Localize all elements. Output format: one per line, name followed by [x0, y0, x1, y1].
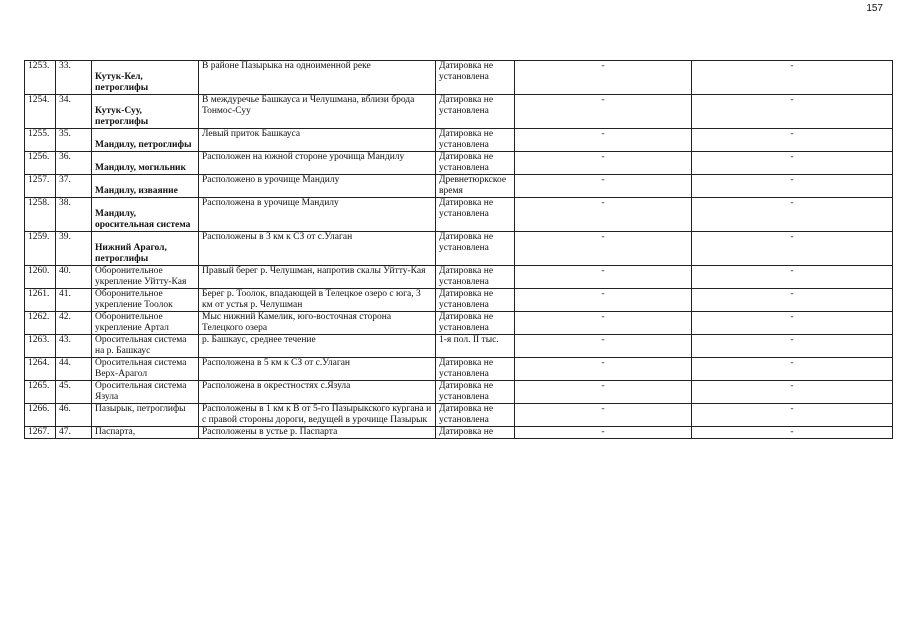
column-6-value: -: [692, 335, 893, 358]
monument-name-text: Нижний Арагол, петроглифы: [95, 243, 167, 264]
name-spacer: [95, 61, 195, 72]
table-row: [25, 335, 893, 358]
table-row: [25, 404, 893, 427]
registry-number: 1266.: [25, 404, 56, 427]
local-number: 39.: [56, 232, 92, 266]
table-row: [25, 61, 893, 95]
monument-name: [92, 427, 199, 439]
monument-name-text: Оборонительное укрепление Уйтту-Кая: [95, 266, 187, 287]
monument-dating: Датировка не установлена: [436, 198, 515, 232]
monument-name: [92, 335, 199, 358]
monument-location: Расположены в 3 км к СЗ от с.Улаган: [199, 232, 436, 266]
monument-dating: 1-я пол. II тыс.: [436, 335, 515, 358]
monument-location: Расположена в урочище Мандилу: [199, 198, 436, 232]
table-row: [25, 381, 893, 404]
registry-number: 1261.: [25, 289, 56, 312]
local-number: 44.: [56, 358, 92, 381]
column-5-value: -: [515, 232, 692, 266]
registry-number: 1264.: [25, 358, 56, 381]
local-number: 34.: [56, 95, 92, 129]
table-row: [25, 232, 893, 266]
monument-name: [92, 404, 199, 427]
registry-number: 1254.: [25, 95, 56, 129]
local-number: 33.: [56, 61, 92, 95]
monument-name-text: Оборонительное укрепление Тоолок: [95, 289, 173, 310]
monument-name-text: Мандилу, петроглифы: [95, 140, 192, 150]
monument-name-text: Кутук-Кел, петроглифы: [95, 72, 149, 93]
column-5-value: -: [515, 289, 692, 312]
column-6-value: -: [692, 95, 893, 129]
local-number: 40.: [56, 266, 92, 289]
monument-name-text: Оборонительное укрепление Артал: [95, 312, 169, 333]
monument-name: [92, 61, 199, 95]
monument-name: [92, 266, 199, 289]
monument-dating: Датировка не установлена: [436, 61, 515, 95]
monument-dating: Древнетюркское время: [436, 175, 515, 198]
column-6-value: -: [692, 358, 893, 381]
monument-name-text: Мандилу, изваяние: [95, 186, 178, 196]
local-number: 42.: [56, 312, 92, 335]
column-6-value: -: [692, 404, 893, 427]
monument-name: [92, 129, 199, 152]
monument-location: Расположено в урочище Мандилу: [199, 175, 436, 198]
column-5-value: -: [515, 129, 692, 152]
monument-name-text: Мандилу, оросительная система: [95, 209, 191, 230]
monument-dating: Датировка не установлена: [436, 358, 515, 381]
name-spacer: [95, 152, 195, 163]
column-5-value: -: [515, 61, 692, 95]
monument-name: [92, 381, 199, 404]
table-row: [25, 175, 893, 198]
monument-dating: Датировка не установлена: [436, 404, 515, 427]
column-6-value: -: [692, 232, 893, 266]
table-row: [25, 95, 893, 129]
column-6-value: -: [692, 152, 893, 175]
table-row: [25, 427, 893, 439]
column-5-value: -: [515, 152, 692, 175]
registry-number: 1253.: [25, 61, 56, 95]
column-6-value: -: [692, 381, 893, 404]
name-spacer: [95, 198, 195, 209]
table-row: [25, 358, 893, 381]
monument-dating: Датировка не установлена: [436, 129, 515, 152]
local-number: 45.: [56, 381, 92, 404]
local-number: 43.: [56, 335, 92, 358]
monument-name-text: Паспарта,: [95, 427, 136, 437]
registry-number: 1257.: [25, 175, 56, 198]
monument-name-text: Мандилу, могильник: [95, 163, 187, 173]
monument-dating: Датировка не установлена: [436, 152, 515, 175]
monument-location: Правый берег р. Челушман, напротив скалы Уйтту-Кая: [199, 266, 436, 289]
monument-name: [92, 175, 199, 198]
local-number: 37.: [56, 175, 92, 198]
column-5-value: -: [515, 358, 692, 381]
column-6-value: -: [692, 61, 893, 95]
column-5-value: -: [515, 198, 692, 232]
column-5-value: -: [515, 404, 692, 427]
registry-number: 1263.: [25, 335, 56, 358]
monument-location: Мыс нижний Камелик, юго-восточная сторона Телецкого озера: [199, 312, 436, 335]
monument-name-text: Оросительная система на р. Башкаус: [95, 335, 187, 356]
monument-location: Берег р. Тоолок, впадающей в Телецкое озеро с юга, 3 км от устья р. Челушман: [199, 289, 436, 312]
registry-number: 1258.: [25, 198, 56, 232]
name-spacer: [95, 129, 195, 140]
monument-name-text: Оросительная система Верх-Арагол: [95, 358, 187, 379]
monument-name: [92, 152, 199, 175]
monument-dating: Датировка не установлена: [436, 232, 515, 266]
local-number: 41.: [56, 289, 92, 312]
column-5-value: -: [515, 175, 692, 198]
table-row: [25, 129, 893, 152]
table-body: [25, 61, 893, 439]
monument-location: Расположена в 5 км к СЗ от с.Улаган: [199, 358, 436, 381]
monument-location: р. Башкаус, среднее течение: [199, 335, 436, 358]
monument-name: [92, 289, 199, 312]
registry-number: 1267.: [25, 427, 56, 439]
registry-number: 1259.: [25, 232, 56, 266]
monument-dating: Датировка не установлена: [436, 312, 515, 335]
monument-name: [92, 358, 199, 381]
monument-dating: Датировка не установлена: [436, 266, 515, 289]
name-spacer: [95, 95, 195, 106]
column-6-value: -: [692, 289, 893, 312]
column-5-value: -: [515, 95, 692, 129]
column-5-value: -: [515, 266, 692, 289]
monument-name-text: Кутук-Суу, петроглифы: [95, 106, 149, 127]
local-number: 38.: [56, 198, 92, 232]
table-row: [25, 198, 893, 232]
monument-name: [92, 312, 199, 335]
table-row: [25, 312, 893, 335]
column-5-value: -: [515, 312, 692, 335]
column-5-value: -: [515, 335, 692, 358]
monument-dating: Датировка не установлена: [436, 95, 515, 129]
name-spacer: [95, 175, 195, 186]
column-6-value: -: [692, 175, 893, 198]
column-6-value: -: [692, 198, 893, 232]
registry-number: 1262.: [25, 312, 56, 335]
monument-name: [92, 95, 199, 129]
monument-location: Расположен на южной стороне урочища Мандилу: [199, 152, 436, 175]
monument-location: В районе Пазырыка на одноименной реке: [199, 61, 436, 95]
monuments-table: [24, 60, 893, 439]
registry-number: 1256.: [25, 152, 56, 175]
table-row: [25, 152, 893, 175]
column-6-value: -: [692, 312, 893, 335]
local-number: 35.: [56, 129, 92, 152]
monument-location: Расположены в 1 км к В от 5-го Пазырыкского кургана и с правой стороны дороги, ведущей в урочище Пазырык: [199, 404, 436, 427]
monument-name-text: Оросительная система Язула: [95, 381, 187, 402]
monument-dating: Датировка не установлена: [436, 289, 515, 312]
monument-name: [92, 232, 199, 266]
column-6-value: -: [692, 129, 893, 152]
local-number: 36.: [56, 152, 92, 175]
column-6-value: -: [692, 266, 893, 289]
local-number: 46.: [56, 404, 92, 427]
column-5-value: -: [515, 427, 692, 439]
registry-number: 1265.: [25, 381, 56, 404]
monument-dating: Датировка не: [436, 427, 515, 439]
monument-location: Расположены в устье р. Паспарта: [199, 427, 436, 439]
name-spacer: [95, 232, 195, 243]
table-row: [25, 289, 893, 312]
column-5-value: -: [515, 381, 692, 404]
table-row: [25, 266, 893, 289]
local-number: 47.: [56, 427, 92, 439]
monument-location: Левый приток Башкауса: [199, 129, 436, 152]
monument-location: В междуречье Башкауса и Челушмана, вблизи брода Тонмос-Суу: [199, 95, 436, 129]
monument-location: Расположена в окрестностях с.Язула: [199, 381, 436, 404]
column-6-value: -: [692, 427, 893, 439]
page-number: 157: [866, 3, 883, 14]
monument-name-text: Пазырык, петроглифы: [95, 404, 186, 414]
monument-dating: Датировка не установлена: [436, 381, 515, 404]
registry-number: 1255.: [25, 129, 56, 152]
registry-number: 1260.: [25, 266, 56, 289]
monument-name: [92, 198, 199, 232]
